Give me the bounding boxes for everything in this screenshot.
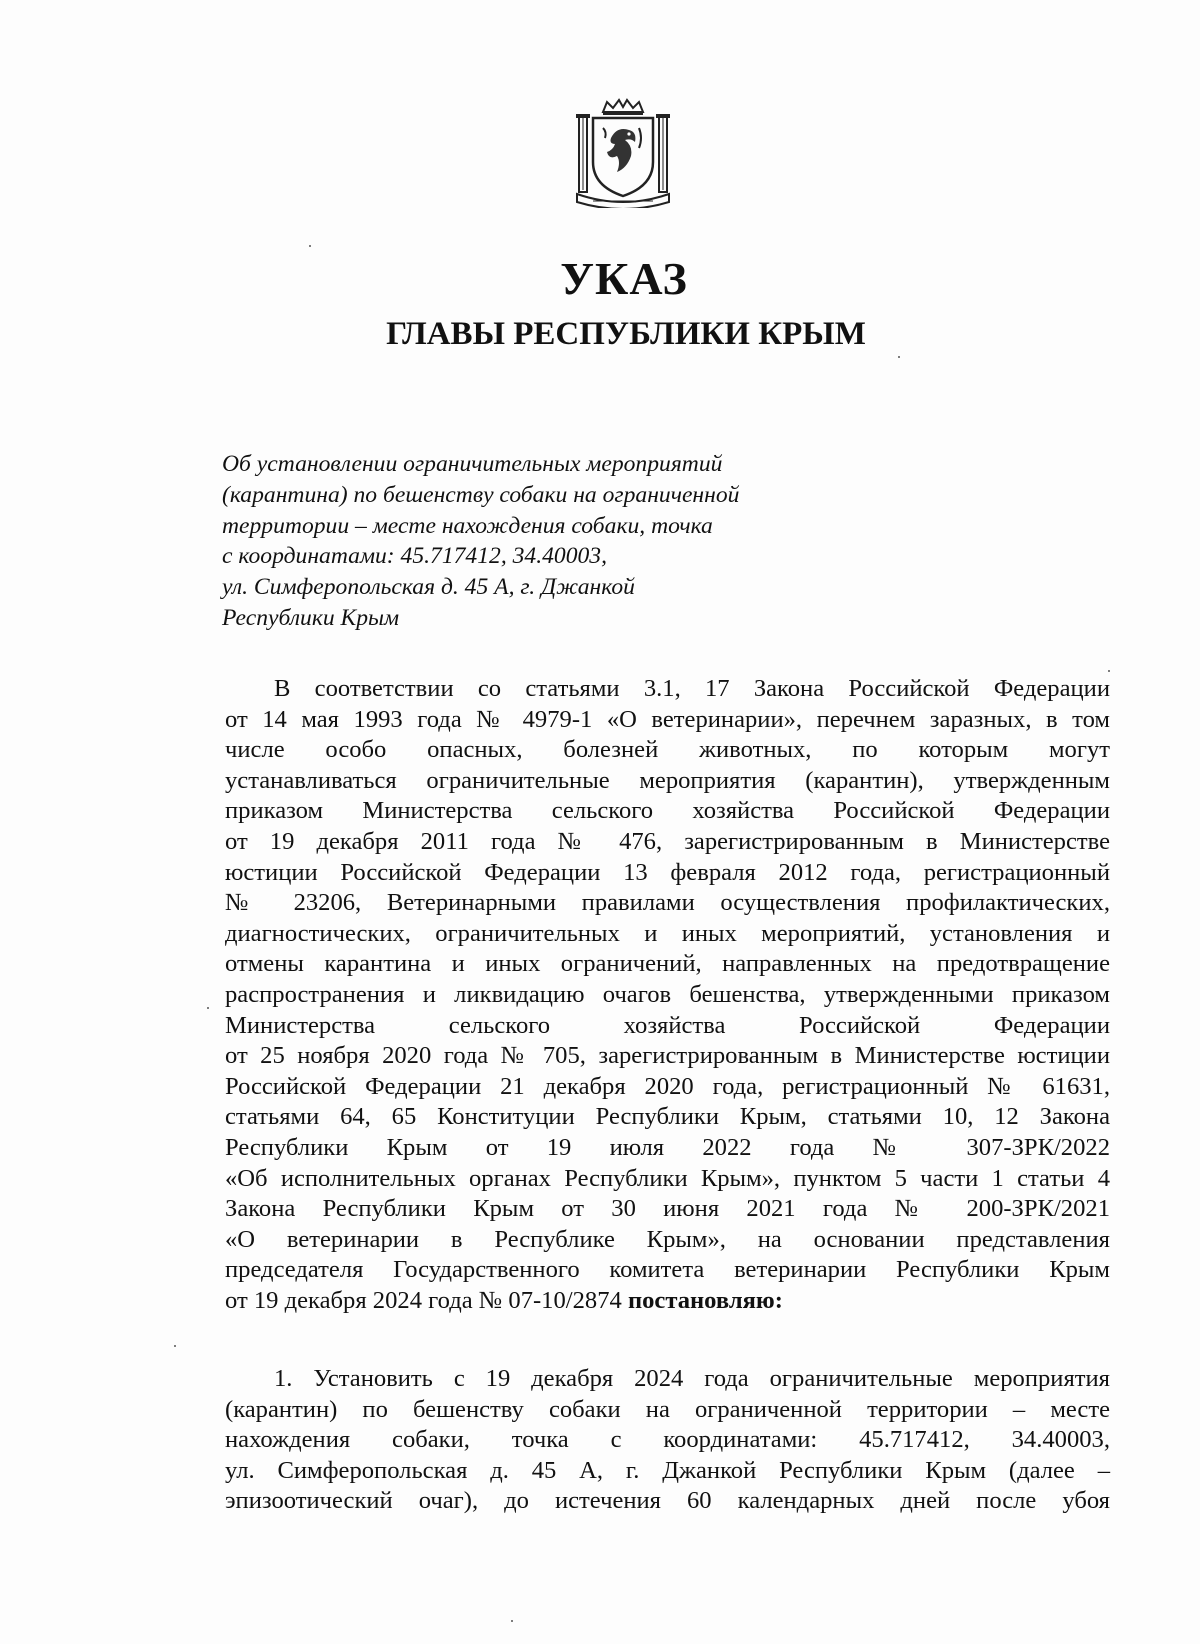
preamble-last-text: от 19 декабря 2024 года № 07-10/2874 xyxy=(225,1286,622,1314)
document-issuer: ГЛАВЫ РЕСПУБЛИКИ КРЫМ xyxy=(386,316,866,352)
point-line: 1. Установить с 19 декабря 2024 года ограничительные мероприятия xyxy=(274,1365,1110,1392)
document-title: УКАЗ xyxy=(560,253,688,304)
scan-speck xyxy=(511,1620,513,1622)
preamble-line: юстиции Российской Федерации 13 февраля 2012 года, регистрационный xyxy=(225,858,1110,886)
preamble-line: устанавливаться ограничительные мероприятия (карантин), утвержденным xyxy=(225,766,1110,794)
subject-line: Республики Крым xyxy=(222,604,400,631)
preamble-line: статьями 64, 65 Конституции Республики Крым, статьями 10, 12 Закона xyxy=(225,1103,1110,1131)
scan-speck xyxy=(1108,670,1110,672)
decree-subject xyxy=(222,449,842,634)
preamble-paragraph xyxy=(225,674,1110,1316)
preamble-line: Закона Республики Крым от 30 июня 2021 года № 200-ЗРК/2021 xyxy=(225,1195,1110,1223)
preamble-line: числе особо опасных, болезней животных, по которым могут xyxy=(225,736,1110,764)
decree-word: постановляю: xyxy=(627,1286,783,1314)
preamble-line: от 19 декабря 2011 года № 476, зарегистрированным в Министерстве xyxy=(225,827,1110,855)
subject-line: с координатами: 45.717412, 34.40003, xyxy=(222,543,607,570)
scan-speck xyxy=(174,1345,176,1347)
point-line: (карантин) по бешенству собаки на ограниченной территории – месте xyxy=(225,1395,1110,1423)
preamble-line: от 25 ноября 2020 года № 705, зарегистрированным в Министерстве юстиции xyxy=(225,1042,1110,1070)
point-line: эпизоотический очаг), до истечения 60 календарных дней после убоя xyxy=(225,1487,1110,1515)
point-line: ул. Симферопольская д. 45 А, г. Джанкой Республики Крым (далее – xyxy=(225,1456,1110,1484)
scan-speck xyxy=(309,245,311,247)
preamble-line: председателя Государственного комитета ветеринарии Республики Крым xyxy=(225,1256,1110,1284)
preamble-line: «О ветеринарии в Республике Крым», на основании представления xyxy=(225,1225,1110,1253)
scan-speck xyxy=(898,356,900,358)
preamble-line: Министерства сельского хозяйства Российской Федерации xyxy=(225,1011,1110,1039)
scan-speck xyxy=(207,1007,209,1009)
subject-line: территории – месте нахождения собаки, точка xyxy=(222,512,713,539)
crimea-coat-of-arms-icon xyxy=(573,98,673,208)
subject-line: ул. Симферопольская д. 45 А, г. Джанкой xyxy=(222,574,635,601)
preamble-line: № 23206, Ветеринарными правилами осуществления профилактических, xyxy=(225,889,1110,917)
preamble-line: распространения и ликвидацию очагов бешенства, утвержденными приказом xyxy=(225,980,1110,1008)
decree-point-1 xyxy=(225,1364,1110,1517)
subject-line: (карантина) по бешенству собаки на ограниченной xyxy=(222,481,740,508)
preamble-line: от 14 мая 1993 года № 4979-1 «О ветеринарии», перечнем заразных, в том xyxy=(225,705,1110,733)
preamble-line: приказом Министерства сельского хозяйства Российской Федерации xyxy=(225,797,1110,825)
subject-line: Об установлении ограничительных мероприятий xyxy=(222,451,723,477)
preamble-last-line xyxy=(225,1286,1110,1317)
preamble-line: отмены карантина и иных ограничений, направленных на предотвращение xyxy=(225,950,1110,978)
preamble-line: «Об исполнительных органах Республики Крым», пунктом 5 части 1 статьи 4 xyxy=(225,1164,1110,1192)
preamble-line: В соответствии со статьями 3.1, 17 Закона Российской Федерации xyxy=(274,675,1110,702)
preamble-line: Республики Крым от 19 июля 2022 года № 307-ЗРК/2022 xyxy=(225,1133,1110,1161)
point-line: нахождения собаки, точка с координатами: 45.717412, 34.40003, xyxy=(225,1426,1110,1454)
preamble-line: диагностических, ограничительных и иных мероприятий, установления и xyxy=(225,919,1110,947)
preamble-line: Российской Федерации 21 декабря 2020 года, регистрационный № 61631, xyxy=(225,1072,1110,1100)
